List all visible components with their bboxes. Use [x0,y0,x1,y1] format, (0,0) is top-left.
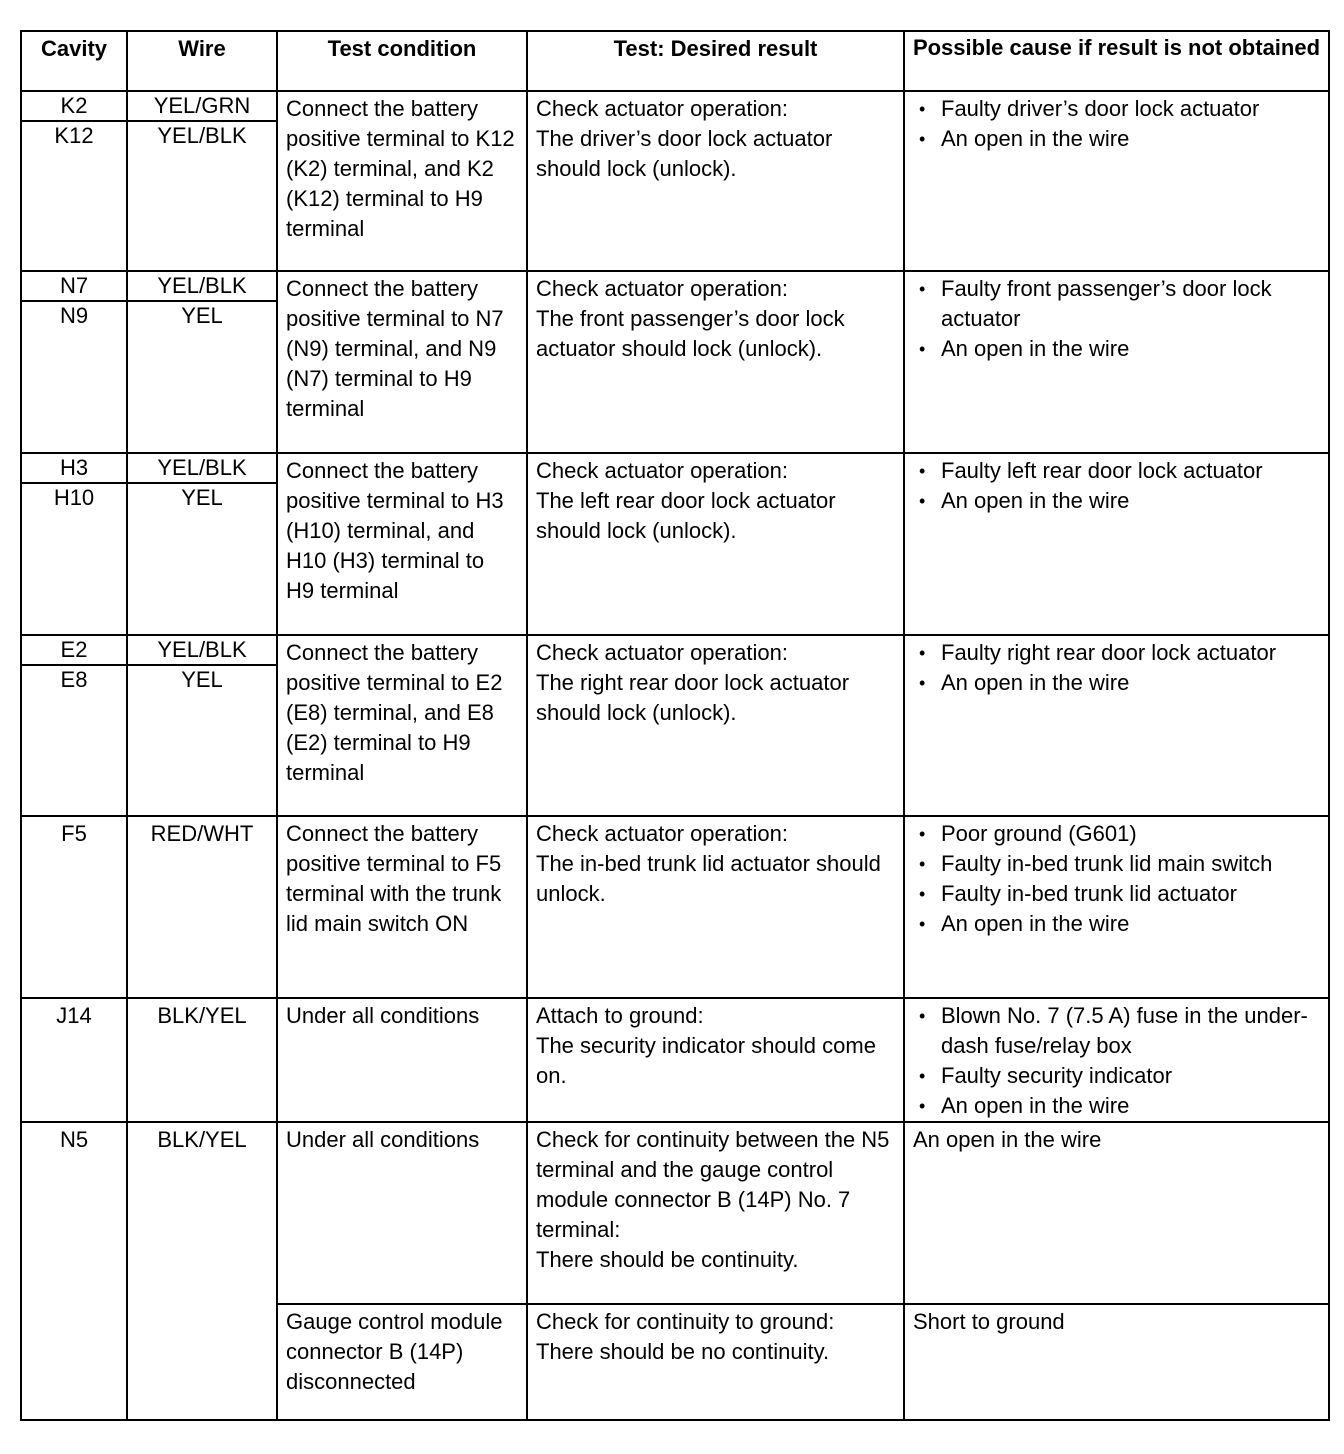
cavity-label: K2 [22,92,126,122]
result-line: Check actuator operation: [536,276,788,301]
wire-cell [127,453,277,635]
wire-cell [127,271,277,453]
cavity-cell [21,998,127,1122]
cavity-label: N5 [59,1127,89,1152]
test-condition-text: Connect the battery positive terminal to E2 (E8) terminal, and E8 (E2) terminal to H9 terminal [286,640,503,785]
wire-color: YEL [181,667,223,692]
wire-color: YEL/BLK [128,454,276,484]
cause-item: • An open in the wire [913,124,1324,154]
cause-item: • An open in the wire [913,486,1324,516]
cause-item: • An open in the wire [913,909,1324,939]
wire-color: YEL [181,303,223,328]
cavity-label: F5 [61,821,87,846]
test-condition-text: Connect the battery positive terminal to K12 (K2) terminal, and K2 (K12) terminal to H9 terminal [286,96,515,241]
cause-text [905,1305,1328,1337]
header-row [21,31,1329,91]
wire-color: BLK/YEL [157,1003,247,1028]
cause-list [905,817,1328,939]
cause-list [905,92,1328,154]
cause-list [905,272,1328,364]
result-line: Check actuator operation: [536,640,788,665]
cavity-cell [21,453,127,635]
cavity-cell [21,1122,127,1420]
cause-item: • Faulty front passenger’s door lock actuator [913,274,1324,334]
cause-item: • An open in the wire [913,334,1324,364]
desired-result-text [528,1123,903,1275]
cause-text [905,1123,1328,1155]
cavity-label: N7 [22,272,126,302]
test-condition-text: Connect the battery positive terminal to N7 (N9) terminal, and N9 (N7) terminal to H9 terminal [286,276,504,421]
cause-item: • Faulty in-bed trunk lid main switch [913,849,1324,879]
cause-item: • Faulty security indicator [913,1061,1324,1091]
wire-cell [127,635,277,816]
result-line: Attach to ground: [536,1003,704,1028]
wire-color: YEL/BLK [157,123,247,148]
test-condition-cell [277,91,527,271]
cause-item: • Faulty driver’s door lock actuator [913,94,1324,124]
desired-result-text [528,817,903,909]
possible-cause-cell [904,1304,1329,1420]
cause-item: • Faulty right rear door lock actuator [913,638,1324,668]
table-row [21,816,1329,998]
possible-cause-cell [904,635,1329,816]
test-condition-cell [277,453,527,635]
result-line: The in-bed trunk lid actuator should unlock. [536,851,881,906]
header-wire: Wire [127,31,277,91]
desired-result-text [528,272,903,364]
test-condition-text: Connect the battery positive terminal to H3 (H10) terminal, and H10 (H3) terminal to H9 terminal [286,458,504,603]
wire-cell [127,998,277,1122]
wire-cell [127,1122,277,1420]
test-condition-cell [277,816,527,998]
cause-item: • Faulty left rear door lock actuator [913,456,1324,486]
cavity-label: E2 [22,636,126,666]
cause-list [905,999,1328,1121]
cavity-cell [21,816,127,998]
header-possible-cause: Possible cause if result is not obtained [904,31,1329,91]
result-line: There should be no continuity. [536,1339,830,1364]
header-cavity: Cavity [21,31,127,91]
desired-result-text [528,1305,903,1367]
desired-result-text [528,454,903,546]
desired-result-cell [527,1304,904,1420]
test-condition-cell [277,271,527,453]
cavity-cell [21,635,127,816]
test-condition-text: Gauge control module connector B (14P) disconnected [286,1309,503,1394]
cause-item: • Blown No. 7 (7.5 A) fuse in the under-dash fuse/relay box [913,1001,1324,1061]
wire-color: YEL [181,485,223,510]
result-line: Check actuator operation: [536,821,788,846]
possible-cause-cell [904,1122,1329,1304]
cause-item: An open in the wire [913,1127,1102,1152]
desired-result-text [528,636,903,728]
cavity-cell [21,271,127,453]
possible-cause-cell [904,91,1329,271]
desired-result-text [528,999,903,1091]
possible-cause-cell [904,453,1329,635]
table-row [21,453,1329,635]
result-line: The driver’s door lock actuator should lock (unlock). [536,126,833,181]
result-line: Check actuator operation: [536,96,788,121]
result-line: Check for continuity between the N5 terminal and the gauge control module connector B (14P) No. 7 terminal: [536,1127,890,1242]
possible-cause-cell [904,816,1329,998]
cause-list [905,636,1328,698]
test-condition-text: Under all conditions [286,1003,480,1028]
desired-result-text [528,92,903,184]
table-row [21,91,1329,271]
wire-color: YEL/BLK [128,272,276,302]
result-line: Check for continuity to ground: [536,1309,835,1334]
test-condition-text: Connect the battery positive terminal to F5 terminal with the trunk lid main switch ON [286,821,502,936]
cause-list [905,454,1328,516]
cause-item: • An open in the wire [913,1091,1324,1121]
cause-item: • Poor ground (G601) [913,819,1324,849]
test-condition-cell [277,1122,527,1304]
result-line: The left rear door lock actuator should lock (unlock). [536,488,836,543]
table-row [21,271,1329,453]
table-row [21,1122,1329,1304]
cause-item: • An open in the wire [913,668,1324,698]
desired-result-cell [527,91,904,271]
desired-result-cell [527,453,904,635]
test-condition-cell [277,998,527,1122]
test-condition-text: Under all conditions [286,1127,480,1152]
result-line: The right rear door lock actuator should lock (unlock). [536,670,850,725]
result-line: There should be continuity. [536,1247,799,1272]
cavity-label: K12 [54,123,94,148]
cavity-label: N9 [59,303,89,328]
cavity-label: H10 [53,485,95,510]
wire-color: RED/WHT [150,821,254,846]
cavity-label: E8 [60,667,88,692]
desired-result-cell [527,635,904,816]
possible-cause-cell [904,271,1329,453]
cause-item: • Faulty in-bed trunk lid actuator [913,879,1324,909]
cause-item: Short to ground [913,1309,1065,1334]
inspection-table [20,30,1330,1421]
header-test-condition: Test condition [277,31,527,91]
wire-cell [127,91,277,271]
test-condition-cell [277,635,527,816]
wire-cell [127,816,277,998]
desired-result-cell [527,1122,904,1304]
wire-color: BLK/YEL [157,1127,247,1152]
test-condition-cell [277,1304,527,1420]
desired-result-cell [527,816,904,998]
table-row [21,998,1329,1122]
wire-color: YEL/GRN [128,92,276,122]
result-line: The security indicator should come on. [536,1033,876,1088]
table-row [21,635,1329,816]
cavity-label: H3 [22,454,126,484]
cavity-cell [21,91,127,271]
possible-cause-cell [904,998,1329,1122]
desired-result-cell [527,271,904,453]
result-line: The front passenger’s door lock actuator should lock (unlock). [536,306,845,361]
header-desired-result: Test: Desired result [527,31,904,91]
desired-result-cell [527,998,904,1122]
result-line: Check actuator operation: [536,458,788,483]
wire-color: YEL/BLK [128,636,276,666]
cavity-label: J14 [56,1003,92,1028]
